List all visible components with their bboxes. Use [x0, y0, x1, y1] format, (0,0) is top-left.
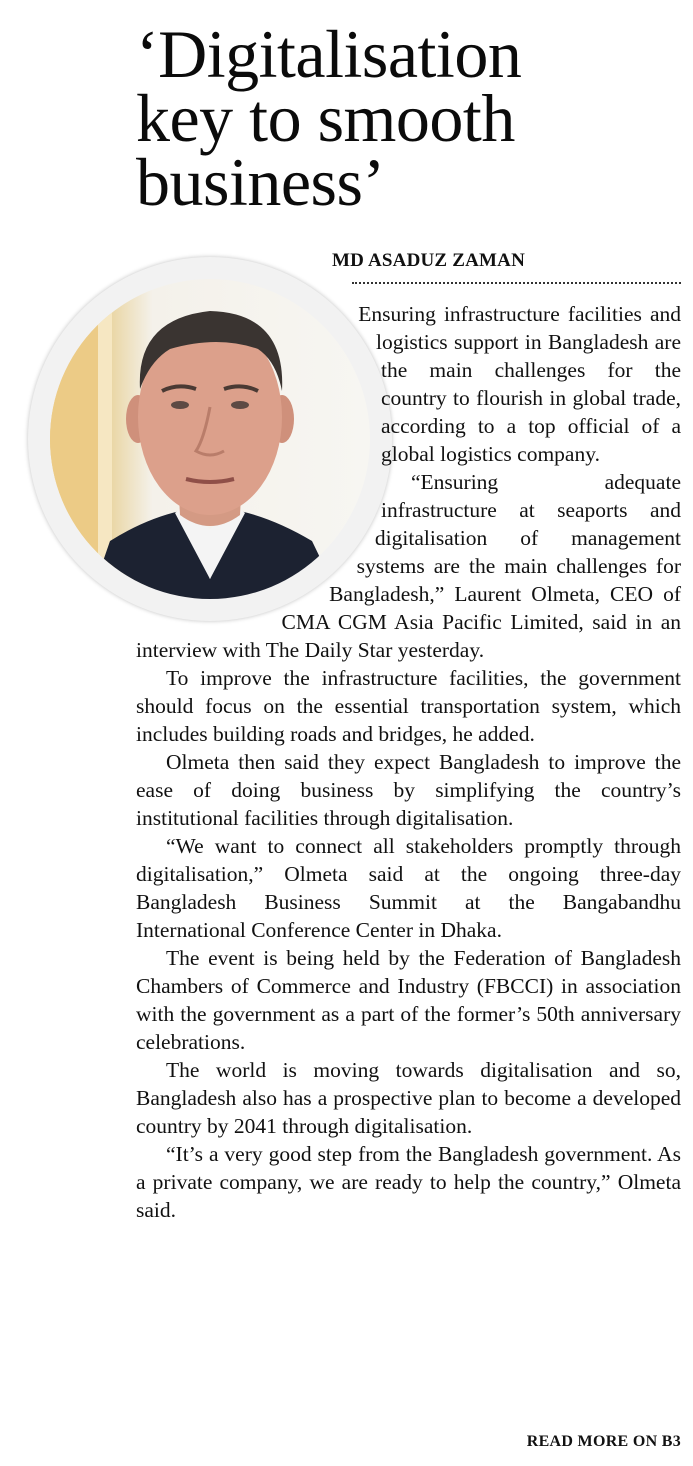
byline: MD ASADUZ ZAMAN: [332, 250, 525, 271]
paragraph-3: To improve the infrastructure facilities, the government should focus on the essential transportation system, which includes building roads and bridges, he added.: [136, 666, 681, 746]
read-more-link[interactable]: READ MORE ON B3: [526, 1433, 681, 1450]
headline-line-2: key to smooth: [136, 80, 515, 156]
byline-divider: [352, 282, 681, 284]
paragraph-4: Olmeta then said they expect Bangladesh to improve the ease of doing business by simplifying the country’s institutional facilities through digitalisation.: [136, 750, 681, 830]
headline: [136, 16, 681, 220]
paragraph-2: “Ensuring adequate infrastructure at seaports and digitalisation of management systems are the main challenges for Bangladesh,” Laurent Olmeta, CEO of CMA CGM Asia Pacific Limited, said in an interview with The Daily Star yesterday.: [136, 470, 681, 662]
paragraph-7: The world is moving towards digitalisation and so, Bangladesh also has a prospective plan to become a developed country by 2041 through digitalisation.: [136, 1058, 681, 1138]
paragraph-5: “We want to connect all stakeholders promptly through digitalisation,” Olmeta said at the ongoing three-day Bangladesh Business Summit at the Bangabandhu International Conference Center in Dhaka.: [136, 834, 681, 942]
paragraph-8: “It’s a very good step from the Bangladesh government. As a private company, we are ready to help the country,” Olmeta said.: [136, 1142, 681, 1222]
headline-line-1: ‘Digitalisation: [136, 16, 522, 92]
headline-line-3: business’: [136, 144, 385, 220]
paragraph-1: Ensuring infrastructure facilities and logistics support in Bangladesh are the main challenges for the country to flourish in global trade, according to a top official of a global logistics company.: [358, 302, 681, 466]
paragraph-6: The event is being held by the Federation of Bangladesh Chambers of Commerce and Industry (FBCCI) in association with the government as a part of the former’s 50th anniversary celebrations.: [136, 946, 681, 1054]
article-body: [136, 300, 681, 1224]
